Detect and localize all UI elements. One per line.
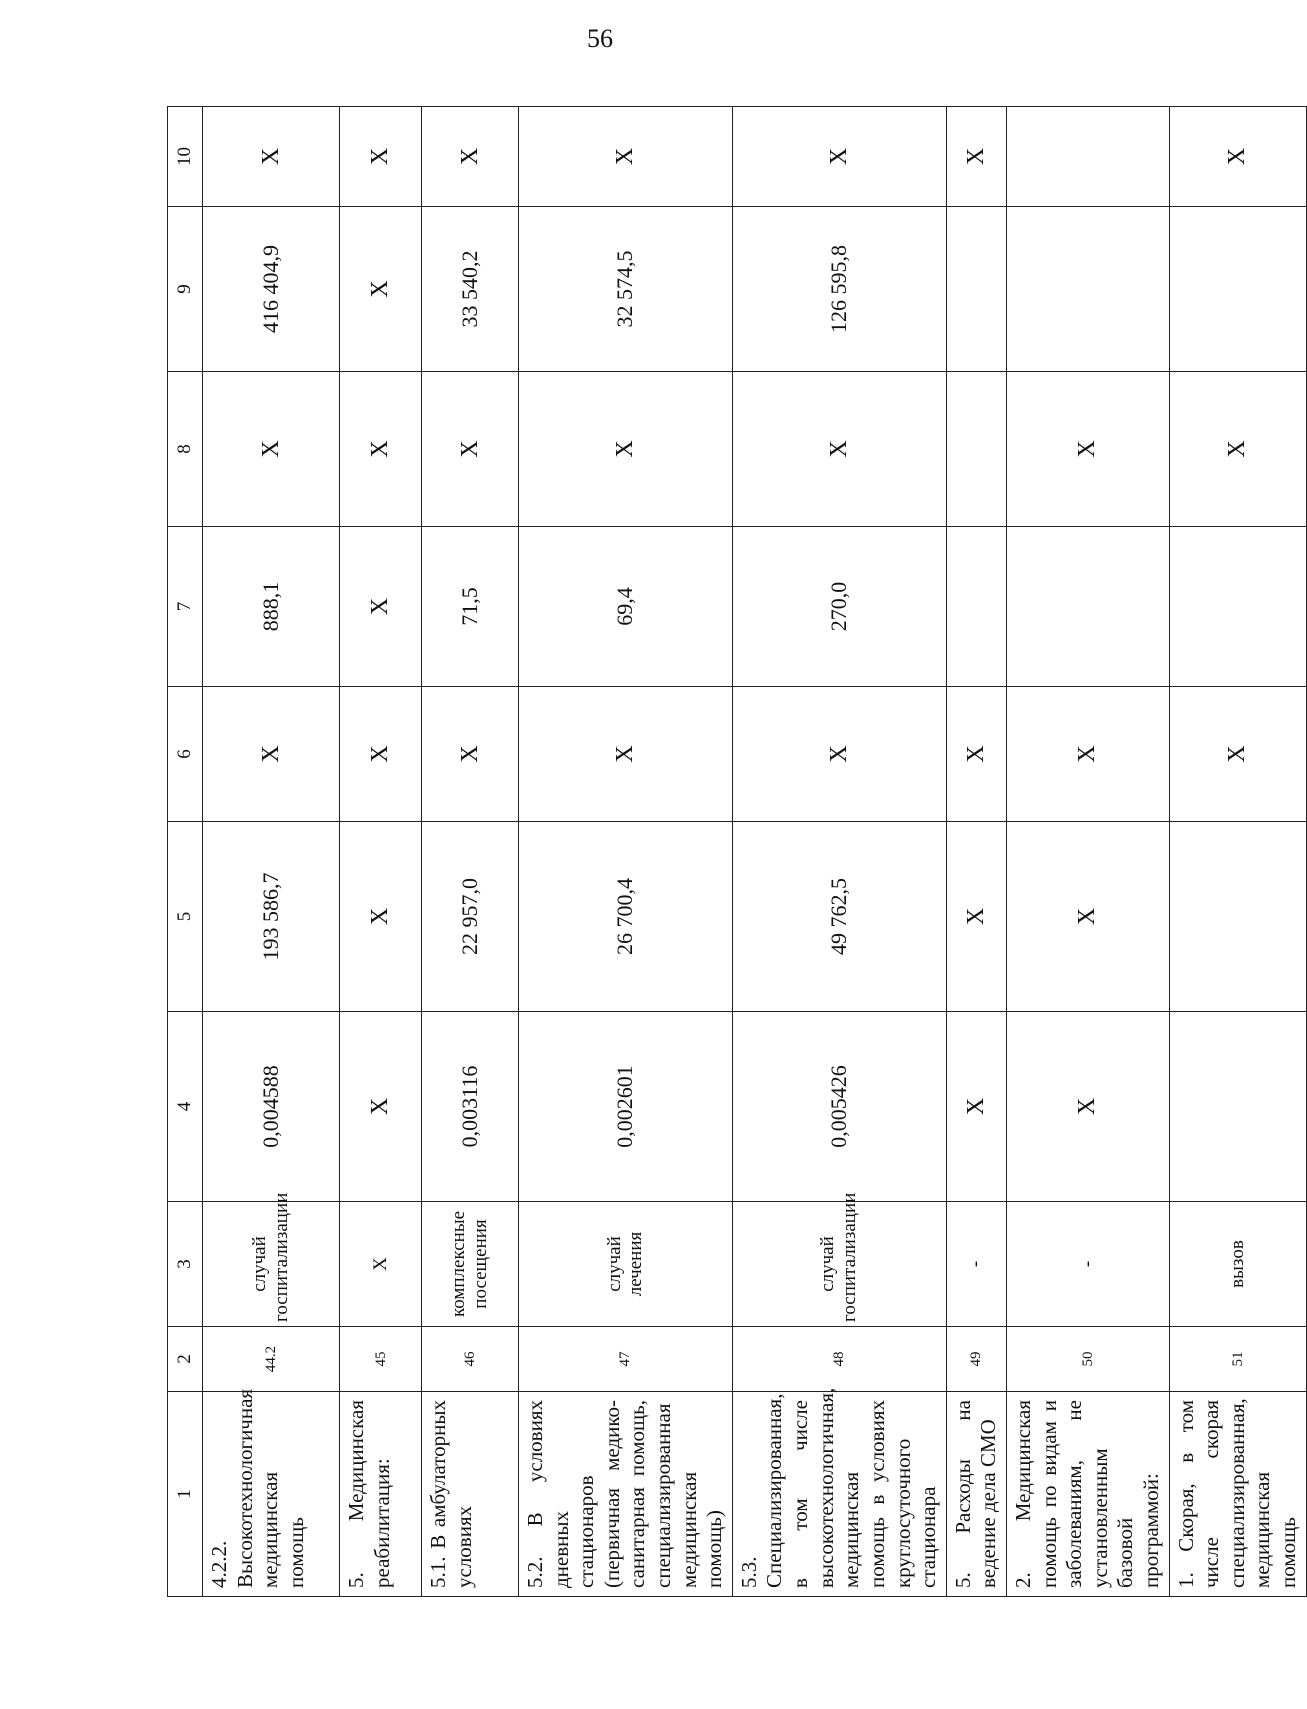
value-cell: Х <box>1169 372 1306 527</box>
value-cell: Х <box>340 1012 422 1202</box>
unit-cell: вызов <box>1169 1202 1306 1327</box>
page-number: 56 <box>587 24 613 53</box>
value-cell: Х <box>422 687 519 822</box>
value-cell <box>1006 527 1169 687</box>
table-row <box>340 107 422 1597</box>
unit-cell: случай госпитализации <box>732 1202 946 1327</box>
value-cell: Х <box>422 107 519 207</box>
unit-cell: - <box>1006 1202 1169 1327</box>
value-cell: Х <box>203 107 340 207</box>
table-row <box>1169 107 1306 1597</box>
unit-cell: случай госпитализации <box>203 1202 340 1327</box>
rotated-table <box>167 107 1301 1597</box>
value-cell: Х <box>1006 1012 1169 1202</box>
row-code-cell: 44.2 <box>203 1327 340 1392</box>
value-cell: 0,002601 <box>519 1012 733 1202</box>
value-cell: 49 762,5 <box>732 822 946 1012</box>
table-row <box>732 107 946 1597</box>
table-row <box>422 107 519 1597</box>
value-cell: Х <box>1006 822 1169 1012</box>
row-code-cell: 48 <box>732 1327 946 1392</box>
value-cell: 26 700,4 <box>519 822 733 1012</box>
value-cell: 69,4 <box>519 527 733 687</box>
header-cell: 1 <box>168 1392 203 1597</box>
row-name-cell: 5.1. В амбулаторных условиях <box>422 1392 519 1597</box>
value-cell <box>946 207 1006 372</box>
value-cell: Х <box>519 687 733 822</box>
value-cell: Х <box>732 687 946 822</box>
unit-cell: случай лечения <box>519 1202 733 1327</box>
value-cell: 71,5 <box>422 527 519 687</box>
value-cell: Х <box>519 107 733 207</box>
value-cell <box>1169 1012 1306 1202</box>
value-cell <box>1006 107 1169 207</box>
row-name-cell: 5.2. В условиях дневных стационаров (первичная медико-санитарная помощь, специализированная медицинская помощь) <box>519 1392 733 1597</box>
value-cell: 126 595,8 <box>732 207 946 372</box>
value-cell: Х <box>519 372 733 527</box>
value-cell: Х <box>946 687 1006 822</box>
value-cell: Х <box>203 687 340 822</box>
value-cell: 0,004588 <box>203 1012 340 1202</box>
value-cell: 33 540,2 <box>422 207 519 372</box>
rotated-table-container <box>167 107 1301 1597</box>
header-cell: 9 <box>168 207 203 372</box>
value-cell: Х <box>946 822 1006 1012</box>
row-code-cell: 45 <box>340 1327 422 1392</box>
row-code-cell: 47 <box>519 1327 733 1392</box>
value-cell <box>1169 527 1306 687</box>
value-cell: Х <box>1006 687 1169 822</box>
header-cell: 10 <box>168 107 203 207</box>
header-row <box>168 107 203 1597</box>
value-cell: Х <box>1006 372 1169 527</box>
value-cell: Х <box>422 372 519 527</box>
header-cell: 2 <box>168 1327 203 1392</box>
value-cell: 193 586,7 <box>203 822 340 1012</box>
row-name-cell: 4.2.2. Высокотехнологичная медицинская помощь <box>203 1392 340 1597</box>
table-row <box>1006 107 1169 1597</box>
value-cell: Х <box>1169 687 1306 822</box>
value-cell: Х <box>732 372 946 527</box>
value-cell <box>1169 822 1306 1012</box>
row-code-cell: 46 <box>422 1327 519 1392</box>
row-name-cell: 5. Медицинская реабилитация: <box>340 1392 422 1597</box>
value-cell: Х <box>340 107 422 207</box>
value-cell: 416 404,9 <box>203 207 340 372</box>
unit-cell: - <box>946 1202 1006 1327</box>
value-cell: Х <box>340 207 422 372</box>
value-cell: 0,005426 <box>732 1012 946 1202</box>
value-cell: Х <box>1169 107 1306 207</box>
row-name-cell: 1. Скорая, в том числе скорая специализированная, медицинская помощь <box>1169 1392 1306 1597</box>
header-cell: 6 <box>168 687 203 822</box>
value-cell <box>1169 207 1306 372</box>
row-code-cell: 49 <box>946 1327 1006 1392</box>
row-code-cell: 50 <box>1006 1327 1169 1392</box>
value-cell <box>946 527 1006 687</box>
value-cell: Х <box>732 107 946 207</box>
value-cell: 32 574,5 <box>519 207 733 372</box>
value-cell <box>946 372 1006 527</box>
value-cell <box>1006 207 1169 372</box>
header-cell: 8 <box>168 372 203 527</box>
header-cell: 4 <box>168 1012 203 1202</box>
value-cell: Х <box>946 107 1006 207</box>
header-cell: 3 <box>168 1202 203 1327</box>
value-cell: 270,0 <box>732 527 946 687</box>
financing-table <box>167 106 1307 1597</box>
unit-cell: Х <box>340 1202 422 1327</box>
header-cell: 5 <box>168 822 203 1012</box>
value-cell: 0,003116 <box>422 1012 519 1202</box>
value-cell: Х <box>340 527 422 687</box>
value-cell: 888,1 <box>203 527 340 687</box>
row-code-cell: 51 <box>1169 1327 1306 1392</box>
unit-cell: комплексные посещения <box>422 1202 519 1327</box>
row-name-cell: 5. Расходы на ведение дела СМО <box>946 1392 1006 1597</box>
table-row <box>203 107 340 1597</box>
value-cell: Х <box>946 1012 1006 1202</box>
value-cell: Х <box>340 687 422 822</box>
table-row <box>519 107 733 1597</box>
value-cell: 22 957,0 <box>422 822 519 1012</box>
row-name-cell: 2. Медицинская помощь по видам и заболеваниям, не установленным базовой программой: <box>1006 1392 1169 1597</box>
value-cell: Х <box>340 822 422 1012</box>
row-name-cell: 5.3. Специализированная, в том числе высокотехнологичная, медицинская помощь в условиях круглосуточного стационара <box>732 1392 946 1597</box>
value-cell: Х <box>203 372 340 527</box>
value-cell: Х <box>340 372 422 527</box>
table-row <box>946 107 1006 1597</box>
header-cell: 7 <box>168 527 203 687</box>
